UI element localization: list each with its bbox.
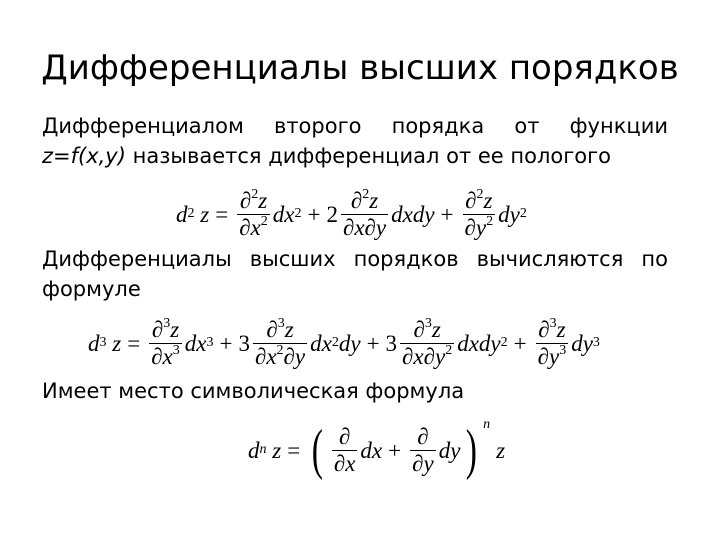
paragraph-line: Имеет место символическая формула: [42, 379, 465, 403]
fraction: $\frac{\partial}{\partial x}$: [333, 423, 356, 476]
fraction: $\frac{\partial^2z}{\partial x^2}$: [239, 186, 268, 240]
right-parenthesis: ): [466, 419, 478, 481]
fraction: $\frac{\partial^2z}{\partial x\partial y}$: [342, 186, 387, 240]
fraction: $\frac{\partial^3z}{\partial y^3}$: [537, 315, 567, 369]
function-notation: z=f(x,y): [42, 144, 126, 168]
slide-title: Дифференциалы высших порядков: [41, 48, 679, 88]
formula-symbolic-differential: d n z = ( $\frac{\partial}{\partial x}$ dx + $\frac{\partial}{\partial y}$ dy ) n z: [248, 417, 506, 481]
paragraph-second-order-definition: [42, 111, 668, 171]
paragraph-line: Дифференциалом второго порядка от функции: [42, 114, 668, 138]
fraction: $\frac{\partial^2z}{\partial y^2}$: [464, 186, 494, 240]
paragraph-text: называется дифференциал от ее пологого: [125, 144, 611, 168]
fraction: $\frac{\partial^3z}{\partial x\partial y^2}$: [402, 315, 453, 369]
formula-second-differential: d 2 z = $\frac{\partial^2z}{\partial x^2}$ dx 2 + 2 $\frac{\partial^2z}{\partial x\partial y}$ dxdy + $\frac{\partial^2z}{\partial y^2}$ dy 2: [176, 186, 527, 240]
fraction: $\frac{\partial}{\partial y}$: [412, 423, 434, 476]
paragraph-higher-orders: [42, 244, 668, 304]
formula-third-differential: d 3 z = $\frac{\partial^3z}{\partial x^3}$ dx 3 + 3 $\frac{\partial^3z}{\partial x^2\partial y}$ dx 2 dy + 3 $\frac{\partial^3z}{\partial x\partial y^2}$ dxdy 2 + $\frac{\partial^3z}{\partial y^3}$ dy 3: [88, 315, 600, 369]
paragraph-symbolic-formula: [42, 376, 668, 406]
fraction: $\frac{\partial^3z}{\partial x^3}$: [151, 315, 180, 369]
left-parenthesis: (: [311, 419, 324, 481]
paragraph-line: формуле: [42, 277, 141, 301]
paragraph-line: Дифференциалы высших порядков вычисляются по: [42, 247, 668, 271]
paragraph-line: [42, 141, 668, 171]
fraction: $\frac{\partial^3z}{\partial x^2\partial y}$: [254, 315, 306, 369]
